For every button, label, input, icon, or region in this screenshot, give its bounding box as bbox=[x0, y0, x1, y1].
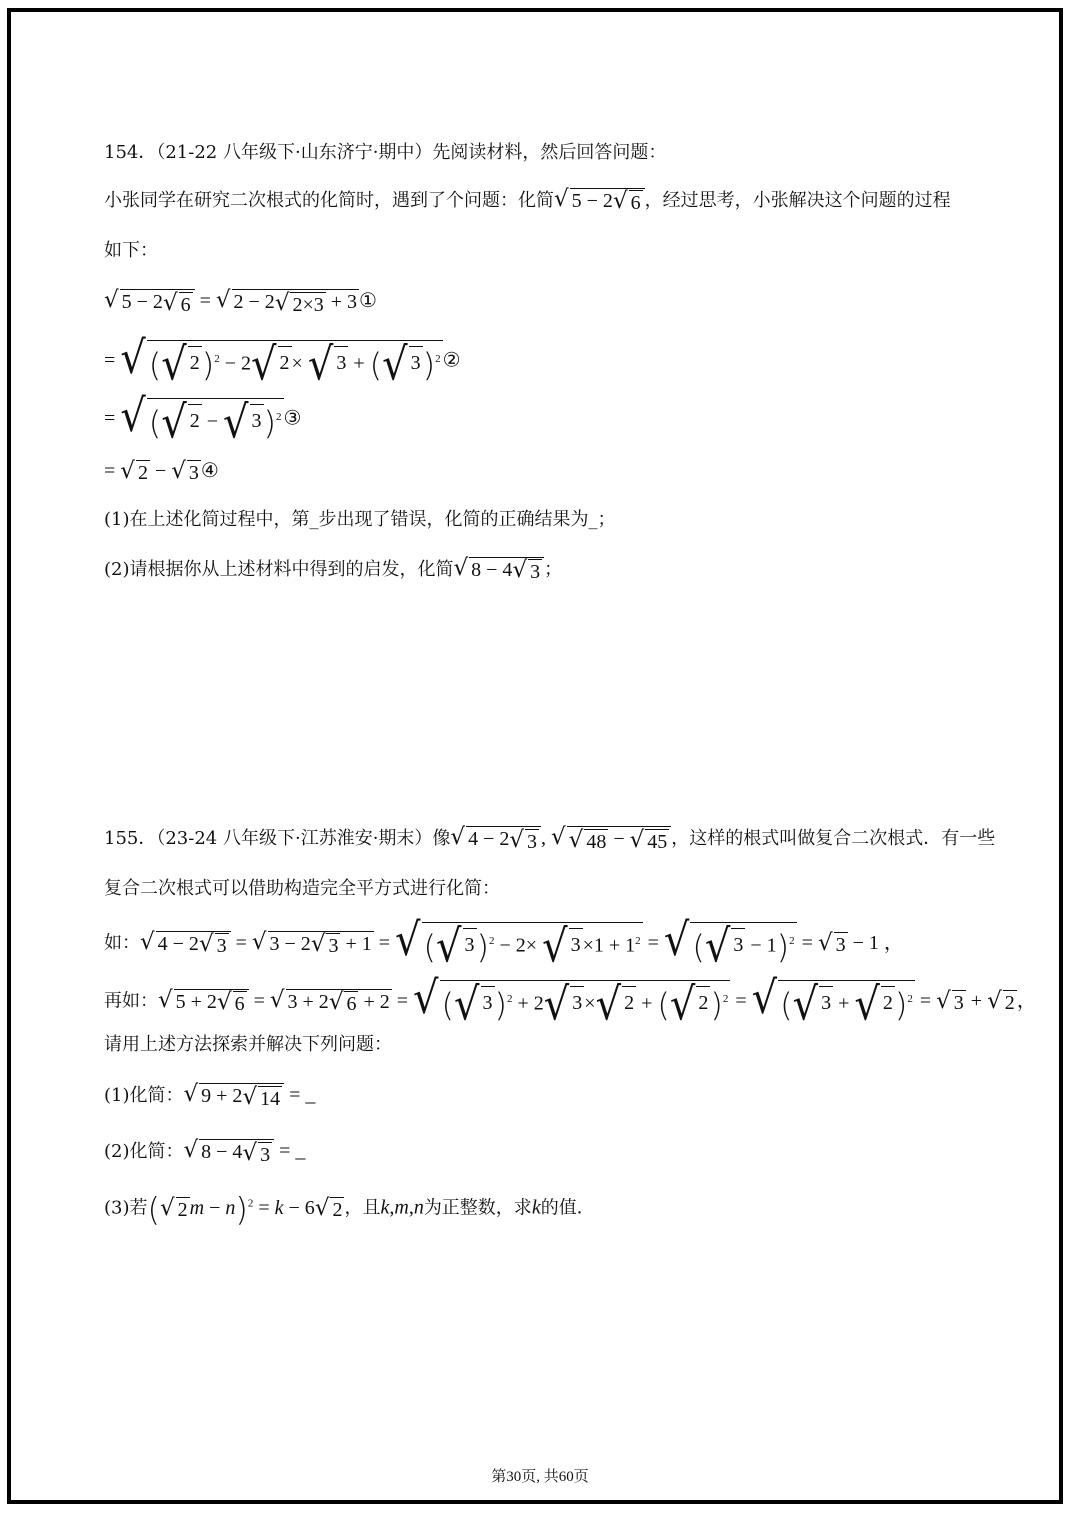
step-marker-4: ④ bbox=[200, 460, 219, 482]
q155-ex2-label: 再如： bbox=[104, 990, 158, 1012]
q154-intro bbox=[104, 188, 951, 214]
q155-part2: (2)化简： √ 8 − 4 √ 3 = _ bbox=[104, 1137, 306, 1166]
page-footer: 第30页, 共60页 bbox=[491, 1469, 589, 1485]
q155-part1-label: (1)化简： bbox=[104, 1085, 184, 1106]
q155-part3: (3)若( √ 2 m − n)$^2$ = k − 6 √ 2 ，且k,m,n为正整数，求k的值． bbox=[104, 1190, 595, 1228]
q154-header: 154．（21-22 八年级下·山东济宁·期中）先阅读材料，然后回答问题： bbox=[104, 142, 667, 163]
q154-step3: = √ ( √ 2 − √ 3 )$^2$ ③ bbox=[104, 390, 302, 449]
q154-part2-text-b: ； bbox=[544, 559, 563, 581]
q155-header: 155．（23-24 八年级下·江苏淮安·期末）像 √ 4 − 2 √ 3 , √ √ 48 − √ 45 ，这样的根式叫做复合二次根式．有一些 bbox=[104, 824, 996, 853]
q154-step2: = √ ( √ 2 )$^2$ − 2 √ 2 × √ 3 + ( √ 3 )$^2$ ② bbox=[104, 332, 461, 391]
q154-step1: √ 5 − 2 √ 6 = √ 2 − 2 √ 2×3 + 3 ① bbox=[104, 287, 377, 316]
step-marker-2: ② bbox=[442, 349, 461, 372]
q154-step4: = √ 2 − √ 3 ④ bbox=[104, 458, 219, 485]
q154-part1: (1)在上述化简过程中，第_步出现了错误，化简的正确结果为_； bbox=[104, 509, 616, 530]
q155-part3-text-d: 的值． bbox=[540, 1197, 595, 1219]
q155-part3-text-c: 为正整数，求 bbox=[423, 1197, 532, 1219]
q154-part2: (2)请根据你从上述材料中得到的启发，化简 √ 8 − 4 √ 3 ； bbox=[104, 555, 563, 584]
q155-part3-text-a: (3)若 bbox=[104, 1197, 148, 1219]
q155-line2: 复合二次根式可以借助构造完全平方式进行化简： bbox=[104, 878, 500, 899]
q155-ex1-label: 如： bbox=[104, 932, 140, 954]
q155-part1: (1)化简： √ 9 + 2 √ 14 = _ bbox=[104, 1081, 316, 1110]
q155-part3-text-b: ，且 bbox=[344, 1197, 381, 1219]
q155-header-text-b: ，这样的根式叫做复合二次根式．有一些 bbox=[671, 828, 996, 849]
q155-header-text-a: 155．（23-24 八年级下·江苏淮安·期末）像 bbox=[104, 828, 451, 849]
step-marker-3: ③ bbox=[283, 407, 302, 430]
step-marker-1: ① bbox=[359, 290, 377, 312]
q155-instruction: 请用上述方法探索并解决下列问题： bbox=[104, 1034, 392, 1055]
radical-expr: √ 5 − 2 √ 6 bbox=[554, 188, 645, 214]
q155-part2-label: (2)化简： bbox=[104, 1141, 184, 1162]
q154-intro-c: 如下： bbox=[104, 240, 158, 261]
q154-part2-text-a: (2)请根据你从上述材料中得到的启发，化简 bbox=[104, 559, 454, 581]
q155-example1: 如： √ 4 − 2 √ 3 = √ 3 − 2 √ 3 + 1 = √ ( √ 3 )$^2$ − 2× √ 3 $\times 1 + 1^2$ = √ ( √ 3 − 1)$^2$ = √ 3 − 1 ， bbox=[104, 914, 904, 973]
q154-intro-text-b: ，经过思考，小张解决这个问题的过程 bbox=[644, 190, 951, 212]
q155-example2: 再如： √ 5 + 2 √ 6 = √ 3 + 2 √ 6 + 2 = √ ( √ 3 )$^2$ + 2 √ 3 × √ 2 + ( √ 2 )$^2$ = √ ( √ 3 + √ 2 )$^2$ = √ 3 + √ 2 ， bbox=[104, 972, 1037, 1031]
q154-intro-text-a: 小张同学在研究二次根式的化简时，遇到了个问题：化简 bbox=[104, 190, 554, 212]
